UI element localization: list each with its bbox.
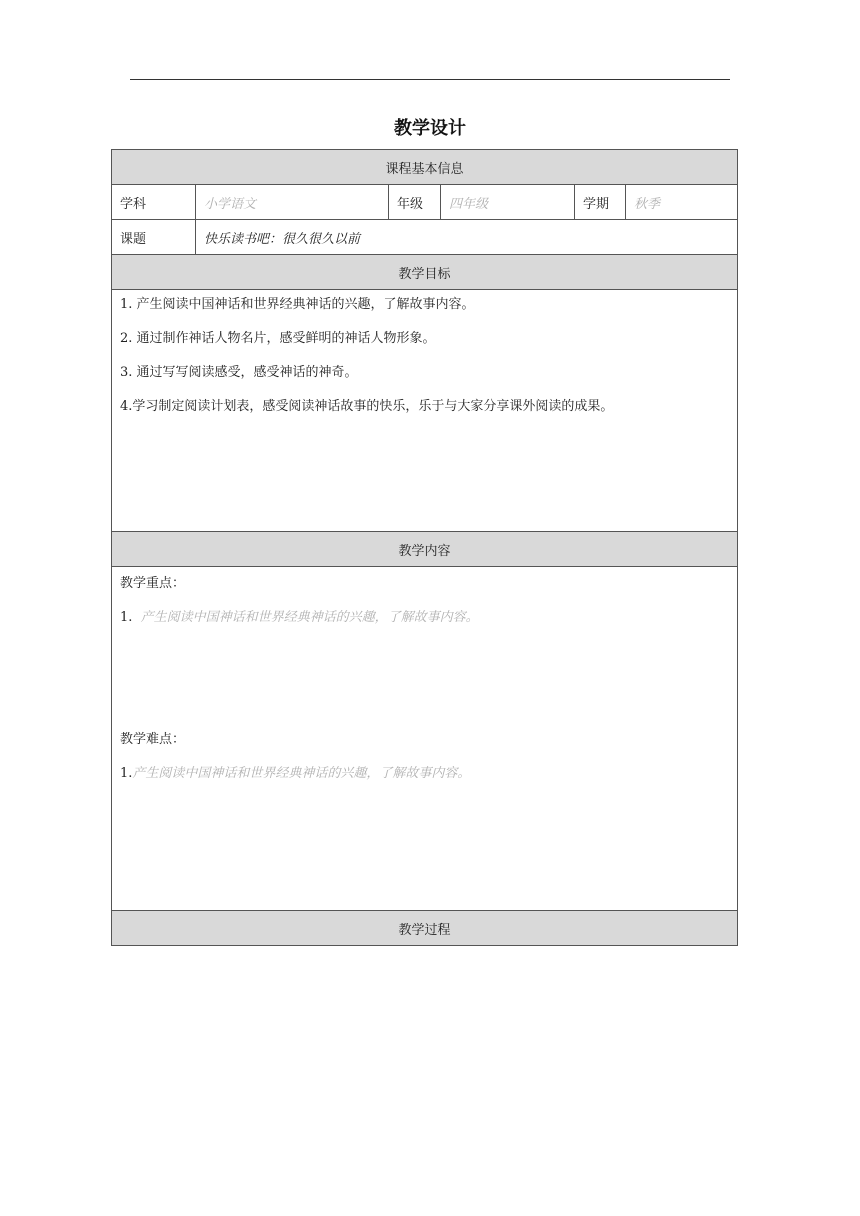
- content-cell[interactable]: [112, 567, 738, 911]
- topic-field[interactable]: 快乐读书吧：很久很久以前: [196, 220, 738, 255]
- header-rule: [130, 79, 730, 80]
- basic-info-header: 课程基本信息: [112, 150, 738, 185]
- subject-label: 学科: [112, 185, 196, 220]
- lesson-plan-table: [111, 149, 738, 946]
- difficulty-text[interactable]: 产生阅读中国神话和世界经典神话的兴趣，了解故事内容。: [132, 766, 471, 781]
- key-point-number: 1.: [120, 610, 133, 625]
- objective-item: 3. 通过写写阅读感受，感受神话的神奇。: [120, 365, 358, 380]
- objectives-header: 教学目标: [112, 255, 738, 290]
- objective-item: 1. 产生阅读中国神话和世界经典神话的兴趣，了解故事内容。: [120, 297, 475, 312]
- process-header: 教学过程: [112, 911, 738, 946]
- spacer: [120, 627, 729, 731]
- topic-label: 课题: [112, 220, 196, 255]
- key-point-item: [120, 609, 729, 627]
- difficulties-label: 教学难点：: [120, 732, 186, 747]
- objective-item: 4.学习制定阅读计划表，感受阅读神话故事的快乐，乐于与大家分享课外阅读的成果。: [120, 399, 614, 414]
- term-label: 学期: [575, 185, 626, 220]
- grade-label: 年级: [389, 185, 441, 220]
- term-field[interactable]: 秋季: [626, 185, 738, 220]
- grade-field[interactable]: 四年级: [441, 185, 575, 220]
- document-title: 教学设计: [394, 118, 466, 139]
- key-points-label: 教学重点：: [120, 576, 186, 591]
- difficulty-number: 1.: [120, 766, 133, 781]
- key-point-text[interactable]: 产生阅读中国神话和世界经典神话的兴趣，了解故事内容。: [140, 610, 479, 625]
- difficulty-item: [120, 765, 729, 783]
- content-header: 教学内容: [112, 532, 738, 567]
- objectives-cell[interactable]: [112, 290, 738, 532]
- objective-item: 2. 通过制作神话人物名片，感受鲜明的神话人物形象。: [120, 331, 436, 346]
- subject-field[interactable]: 小学语文: [196, 185, 389, 220]
